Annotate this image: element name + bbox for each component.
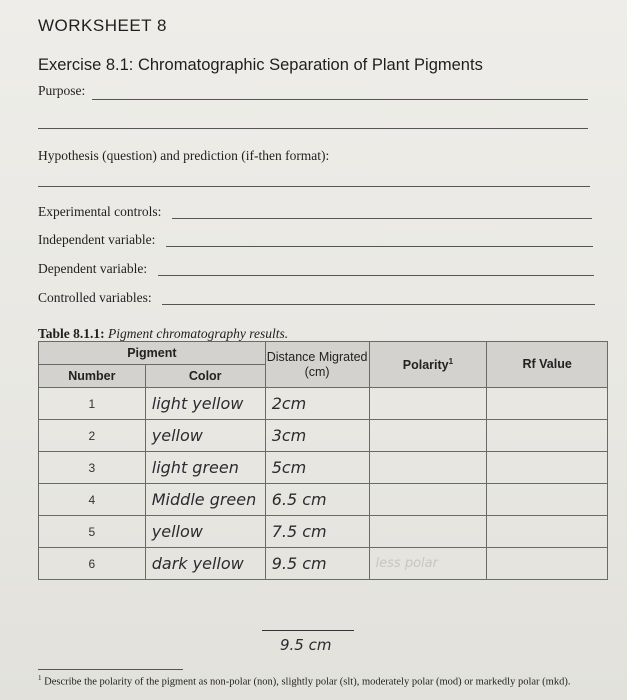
controlled-variables-label: Controlled variables:	[38, 290, 152, 305]
number-header: Number	[39, 365, 146, 388]
row-number: 2	[39, 420, 146, 452]
rf-value-cell[interactable]	[487, 452, 608, 484]
purpose-line-2[interactable]	[38, 128, 588, 129]
color-cell[interactable]: light green	[145, 452, 265, 484]
polarity-cell[interactable]: less polar	[369, 548, 487, 580]
table-row	[39, 516, 608, 548]
color-cell[interactable]: Middle green	[145, 484, 265, 516]
color-cell[interactable]: yellow	[145, 420, 265, 452]
pigment-results-table	[38, 341, 608, 580]
polarity-cell[interactable]	[369, 420, 487, 452]
distance-cell[interactable]: 3cm	[265, 420, 369, 452]
exercise-title: Exercise 8.1: Chromatographic Separation of Plant Pigments	[38, 56, 483, 74]
polarity-cell[interactable]	[369, 388, 487, 420]
dependent-variable-label: Dependent variable:	[38, 261, 148, 276]
dependent-variable-line[interactable]	[158, 275, 594, 276]
table-caption	[38, 326, 288, 342]
table-row	[39, 548, 608, 580]
table-caption-text: Pigment chromatography results.	[108, 326, 289, 341]
distance-cell[interactable]: 7.5 cm	[265, 516, 369, 548]
polarity-header-label: Polarity	[402, 358, 449, 373]
rf-value-cell[interactable]	[487, 420, 608, 452]
rf-value-cell[interactable]	[487, 516, 608, 548]
table-row	[39, 388, 608, 420]
row-number: 3	[39, 452, 146, 484]
experimental-controls-label: Experimental controls:	[38, 204, 162, 219]
polarity-cell[interactable]	[369, 452, 487, 484]
hypothesis-label: Hypothesis (question) and prediction (if-then format):	[38, 148, 330, 163]
rf-value-cell[interactable]	[487, 388, 608, 420]
row-number: 1	[39, 388, 146, 420]
footnote-divider	[38, 669, 183, 670]
rf-value-cell[interactable]	[487, 548, 608, 580]
color-header: Color	[145, 365, 265, 388]
independent-variable-line[interactable]	[166, 246, 593, 247]
distance-header: Distance Migrated (cm)	[265, 342, 369, 388]
table-row	[39, 484, 608, 516]
distance-cell[interactable]: 5cm	[265, 452, 369, 484]
polarity-header	[369, 342, 487, 388]
pigment-header: Pigment	[39, 342, 266, 365]
distance-cell[interactable]: 2cm	[265, 388, 369, 420]
footnote	[38, 674, 570, 688]
row-number: 4	[39, 484, 146, 516]
color-cell[interactable]: dark yellow	[145, 548, 265, 580]
row-number: 5	[39, 516, 146, 548]
independent-variable-label: Independent variable:	[38, 232, 156, 247]
worksheet-title: WORKSHEET 8	[38, 16, 167, 35]
controlled-variables-line[interactable]	[162, 304, 595, 305]
sum-rule	[262, 630, 354, 631]
table-row	[39, 420, 608, 452]
purpose-label: Purpose:	[38, 83, 86, 98]
polarity-cell[interactable]	[369, 484, 487, 516]
distance-cell[interactable]: 6.5 cm	[265, 484, 369, 516]
distance-cell[interactable]: 9.5 cm	[265, 548, 369, 580]
handwritten-total: 9.5 cm	[280, 636, 332, 654]
hypothesis-line[interactable]	[38, 186, 590, 187]
table-caption-number: Table 8.1.1:	[38, 326, 105, 341]
purpose-line-1[interactable]	[92, 99, 588, 100]
color-cell[interactable]: yellow	[145, 516, 265, 548]
polarity-footnote-marker: 1	[448, 356, 454, 366]
experimental-controls-line[interactable]	[172, 218, 592, 219]
footnote-text: Describe the polarity of the pigment as non-polar (non), slightly polar (slt), moderately polar (mod) or markedly polar (mkd).	[44, 676, 571, 688]
footnote-marker: 1	[38, 674, 42, 682]
color-cell[interactable]: light yellow	[145, 388, 265, 420]
row-number: 6	[39, 548, 146, 580]
polarity-cell[interactable]	[369, 516, 487, 548]
rf-value-header: Rf Value	[487, 342, 608, 388]
rf-value-cell[interactable]	[487, 484, 608, 516]
table-row	[39, 452, 608, 484]
